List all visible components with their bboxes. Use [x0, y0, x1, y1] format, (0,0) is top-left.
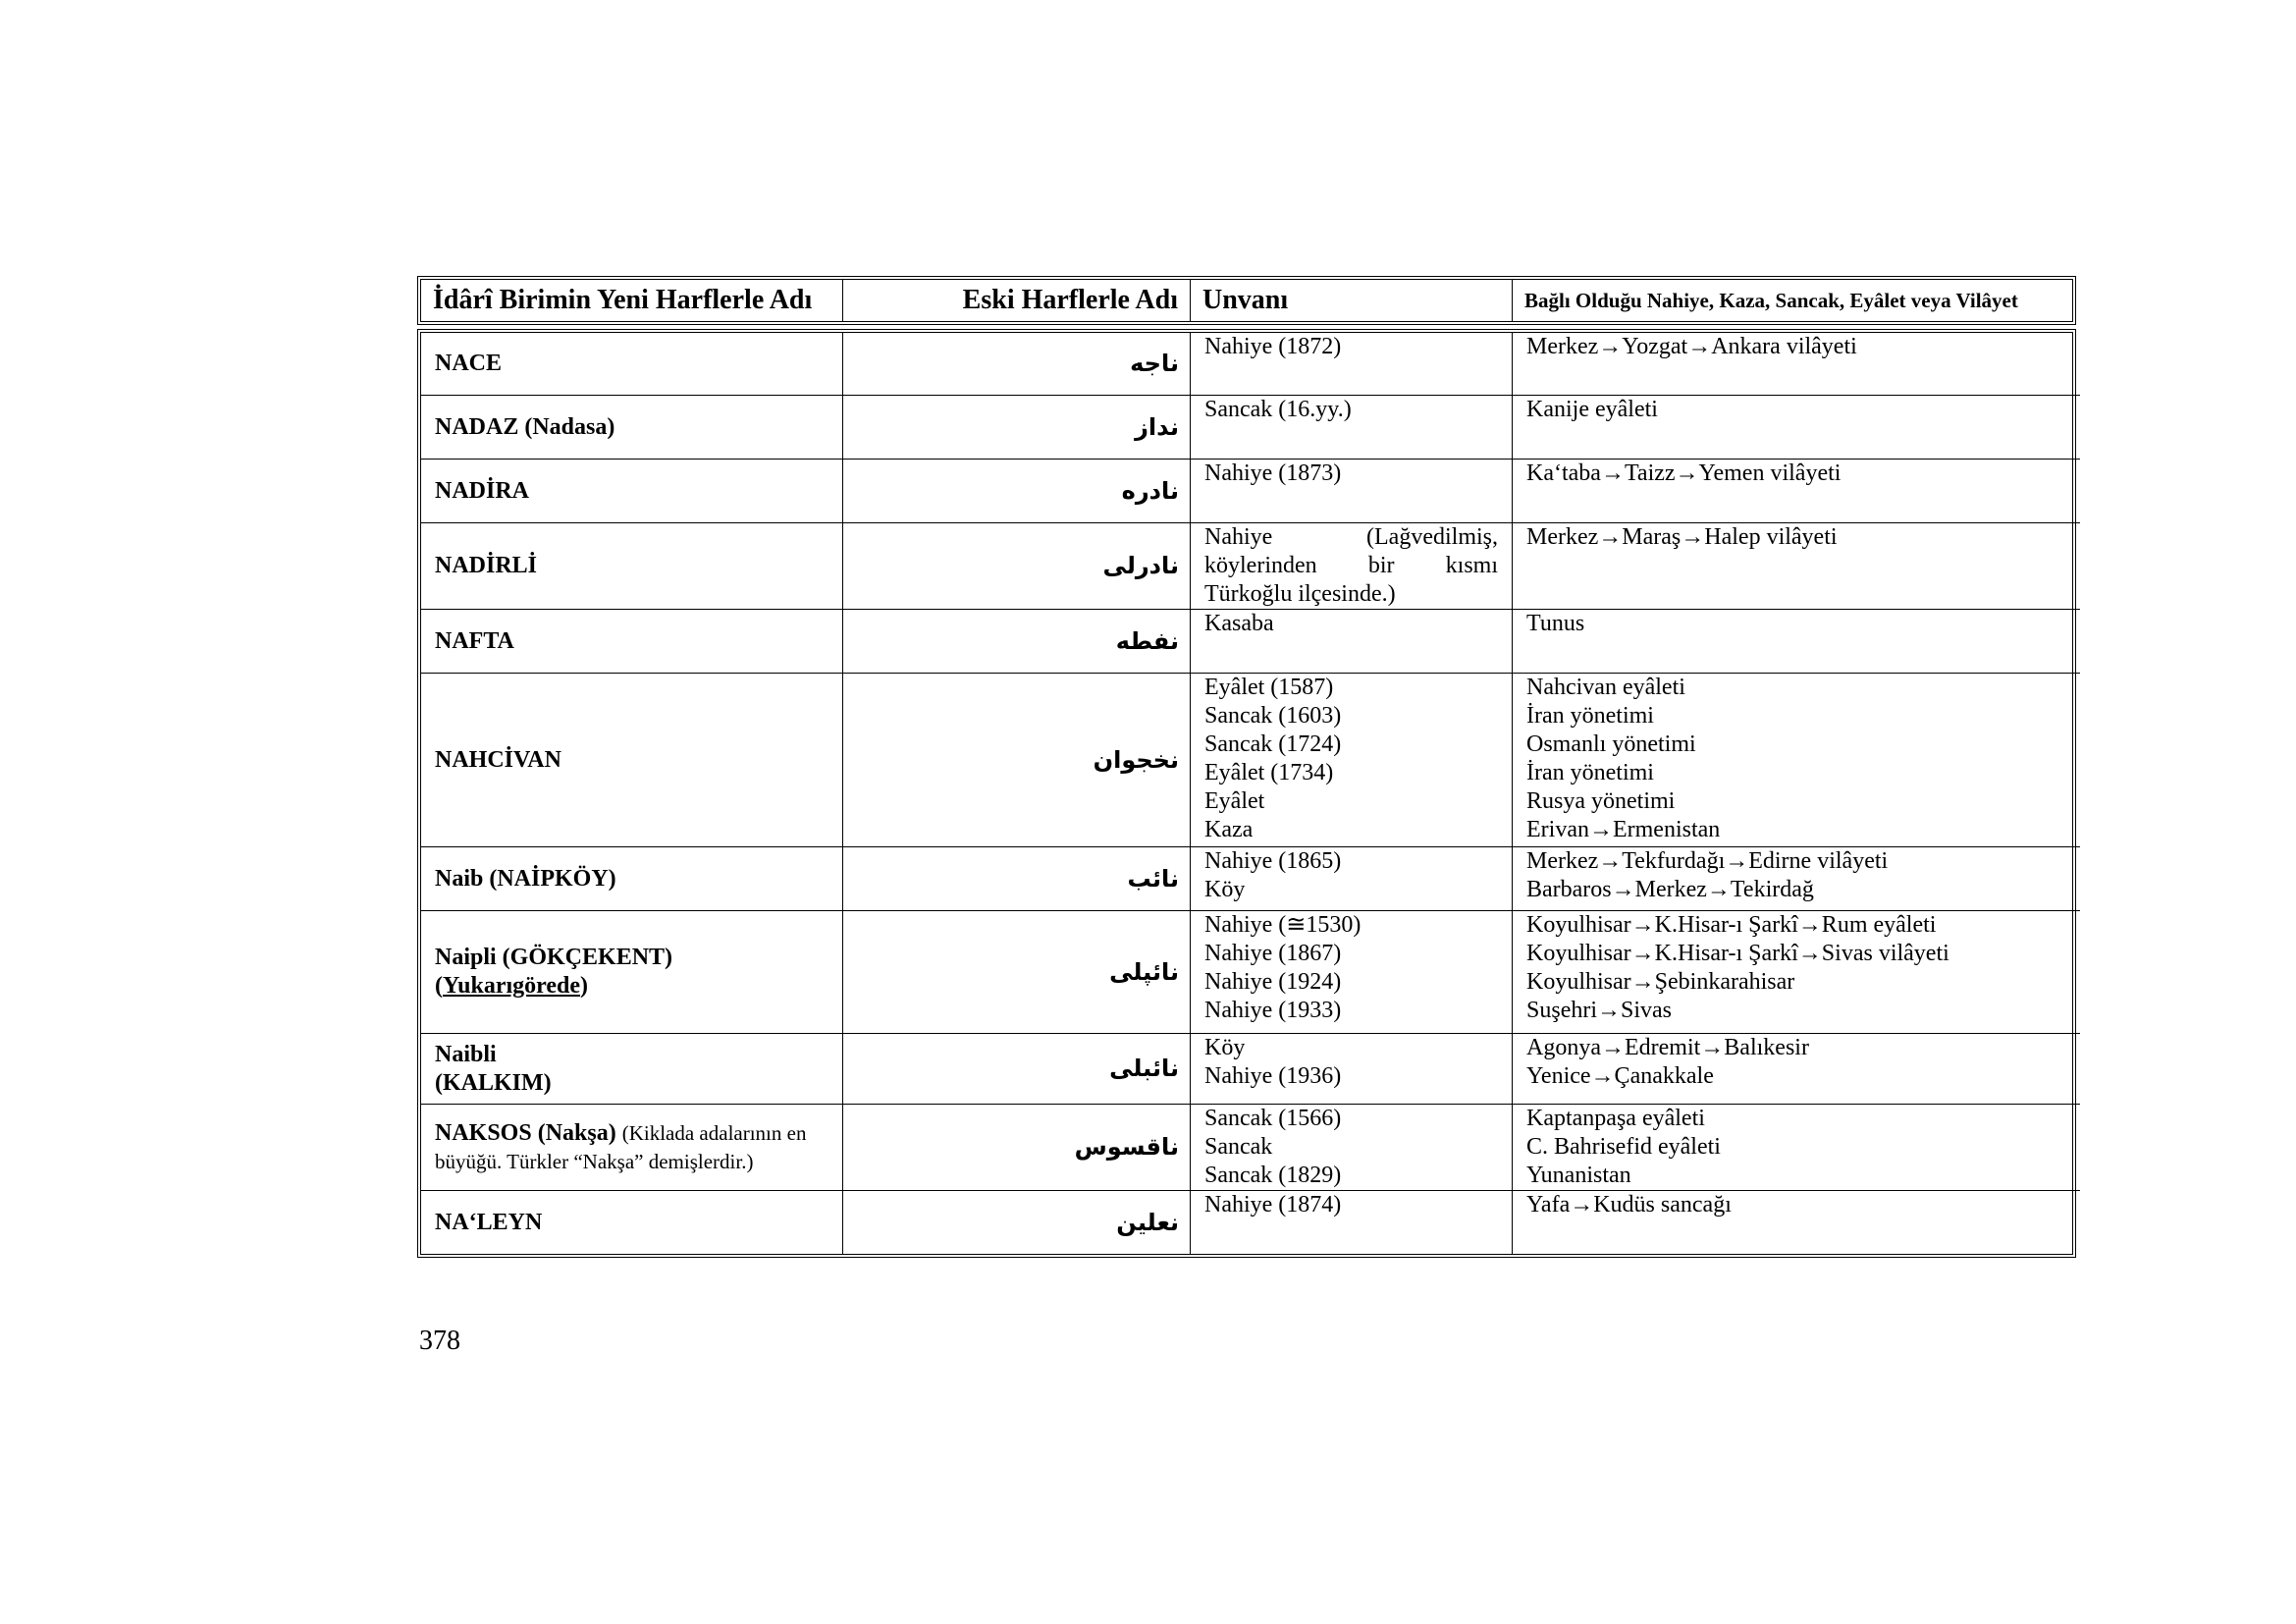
table-row	[421, 1105, 2080, 1191]
entry-name: Naipli (GÖKÇEKENT) (Yukarıgörede)	[421, 911, 843, 1034]
entry-name: Naibli (KALKIM)	[421, 1034, 843, 1105]
table-row	[421, 396, 2080, 460]
entry-title: Sancak (1566) Sancak Sancak (1829)	[1191, 1105, 1513, 1191]
table-row	[421, 1034, 2080, 1105]
header-title: Unvanı	[1191, 280, 1513, 321]
entry-title: Nahiye (Lağvedilmiş, köylerinden bir kısmı Türkoğlu ilçesinde.)	[1191, 523, 1513, 610]
table-row	[421, 523, 2080, 610]
entry-old-script: نادره	[843, 460, 1191, 523]
entry-affiliation: Merkez→Tekfurdağı→Edirne vilâyeti Barbaros→Merkez→Tekirdağ	[1513, 847, 2080, 911]
entry-title: Eyâlet (1587) Sancak (1603) Sancak (1724) Eyâlet (1734) Eyâlet Kaza	[1191, 674, 1513, 847]
table-row	[421, 674, 2080, 847]
table-row	[421, 1191, 2080, 1254]
entry-name: NADAZ (Nadasa)	[421, 396, 843, 460]
entry-title: Sancak (16.yy.)	[1191, 396, 1513, 460]
header-new-name: İdârî Birimin Yeni Harflerle Adı	[421, 280, 843, 321]
table-row	[421, 911, 2080, 1034]
entry-old-script: ناجه	[843, 333, 1191, 396]
table-row	[421, 847, 2080, 911]
entry-old-script: ناقسوس	[843, 1105, 1191, 1191]
entry-old-script: نداز	[843, 396, 1191, 460]
entry-affiliation: Nahcivan eyâleti İran yönetimi Osmanlı yönetimi İran yönetimi Rusya yönetimi Erivan→Ermenistan	[1513, 674, 2080, 847]
entry-affiliation: Kaptanpaşa eyâleti C. Bahrisefid eyâleti Yunanistan	[1513, 1105, 2080, 1191]
entry-title: Nahiye (1873)	[1191, 460, 1513, 523]
entry-old-script: نائب	[843, 847, 1191, 911]
entry-affiliation: Merkez→Maraş→Halep vilâyeti	[1513, 523, 2080, 610]
entry-title: Nahiye (1872)	[1191, 333, 1513, 396]
entry-name: NA‘LEYN	[421, 1191, 843, 1254]
header-old-name: Eski Harflerle Adı	[843, 280, 1191, 321]
entry-title: Nahiye (≅1530) Nahiye (1867) Nahiye (1924) Nahiye (1933)	[1191, 911, 1513, 1034]
entry-affiliation: Tunus	[1513, 610, 2080, 674]
entry-old-script: نخجوان	[843, 674, 1191, 847]
table-row	[421, 610, 2080, 674]
entry-old-script: نائپلى	[843, 911, 1191, 1034]
entry-affiliation: Yafa→Kudüs sancağı	[1526, 1192, 1732, 1218]
entry-note: (Kiklada adalarının en büyüğü. Türkler “Nakşa” demişlerdir.)	[435, 1120, 807, 1173]
entry-title: Nahiye (1865) Köy	[1191, 847, 1513, 911]
header-affiliation: Bağlı Olduğu Nahiye, Kaza, Sancak, Eyâlet veya Vilâyet	[1524, 288, 2018, 312]
header-table	[421, 280, 2080, 321]
entry-name: NAKSOS (Nakşa) (Kiklada adalarının en büyüğü. Türkler “Nakşa” demişlerdir.)	[421, 1105, 843, 1191]
entry-title: Nahiye (1874)	[1191, 1191, 1513, 1254]
entry-affiliation: Kanije eyâleti	[1513, 396, 2080, 460]
entry-affiliation: Merkez→Yozgat→Ankara vilâyeti	[1513, 333, 2080, 396]
entry-title: Köy Nahiye (1936)	[1191, 1034, 1513, 1105]
entry-old-script: نفطه	[843, 610, 1191, 674]
entry-title: Kasaba	[1191, 610, 1513, 674]
entry-name: NAFTA	[421, 610, 843, 674]
entry-name: Naib (NAİPKÖY)	[421, 847, 843, 911]
document-table-wrapper	[417, 276, 2076, 1258]
entry-name: NADİRA	[421, 460, 843, 523]
entry-affiliation: Koyulhisar→K.Hisar-ı Şarkî→Rum eyâleti Koyulhisar→K.Hisar-ı Şarkî→Sivas vilâyeti Koyulhisar→Şebinkarahisar Suşehri→Sivas	[1513, 911, 2080, 1034]
body-table	[421, 333, 2080, 1254]
table-row	[421, 333, 2080, 396]
entry-old-script: نائبلى	[843, 1034, 1191, 1105]
page-number: 378	[419, 1326, 460, 1356]
entry-name: NADİRLİ	[421, 523, 843, 610]
entry-old-script: نادرلى	[843, 523, 1191, 610]
entry-affiliation: Agonya→Edremit→Balıkesir Yenice→Çanakkale	[1513, 1034, 2080, 1105]
underlined-name: Yukarıgörede	[443, 973, 581, 999]
entry-name: NACE	[421, 333, 843, 396]
entry-affiliation: Ka‘taba→Taizz→Yemen vilâyeti	[1513, 460, 2080, 523]
entry-old-script: نعلين	[843, 1191, 1191, 1254]
body-frame	[417, 329, 2076, 1258]
header-frame	[417, 276, 2076, 325]
table-row	[421, 460, 2080, 523]
entry-name: NAHCİVAN	[421, 674, 843, 847]
